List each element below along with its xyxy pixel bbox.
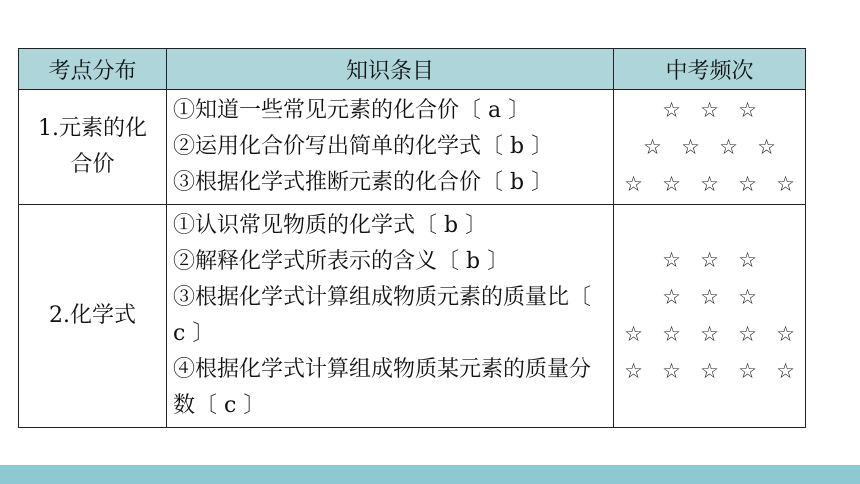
star-icon: ☆ [662, 359, 681, 383]
header-items: 知识条目 [167, 49, 614, 90]
star-icon: ☆ [738, 248, 757, 272]
star-icon: ☆ [776, 171, 795, 196]
star-icon: ☆ [757, 134, 776, 159]
star-icon: ☆ [700, 359, 719, 383]
footer-bar [0, 465, 860, 484]
star-icon: ☆ [776, 359, 795, 383]
list-item: ①知道一些常见元素的化合价〔 a 〕 [173, 98, 531, 123]
star-rating [614, 129, 805, 166]
table-row [19, 205, 806, 428]
star-icon: ☆ [662, 97, 681, 122]
header-frequency: 中考频次 [614, 49, 806, 90]
star-rating [614, 166, 805, 203]
star-icon: ☆ [700, 97, 719, 122]
star-icon: ☆ [738, 359, 757, 383]
list-item: ①认识常见物质的化学式〔 b 〕 [173, 213, 488, 238]
star-icon: ☆ [624, 171, 643, 196]
table-row [19, 90, 806, 205]
topic-cell [19, 205, 167, 428]
frequency-cell [614, 90, 806, 205]
items-cell [167, 90, 614, 205]
star-rating [614, 353, 805, 390]
star-icon: ☆ [738, 171, 757, 196]
frequency-cell [614, 205, 806, 428]
items-cell [167, 205, 614, 428]
star-icon: ☆ [624, 322, 643, 346]
frequency-stars [614, 242, 805, 390]
knowledge-table [18, 48, 806, 428]
star-icon: ☆ [662, 248, 681, 272]
header-topic: 考点分布 [19, 49, 167, 90]
list-item: ④根据化学式计算组成物质某元素的质量分数〔 c 〕 [173, 357, 592, 418]
star-icon: ☆ [662, 322, 681, 346]
star-icon: ☆ [700, 322, 719, 346]
star-icon: ☆ [700, 171, 719, 196]
table-header-row [19, 49, 806, 90]
frequency-stars [614, 92, 805, 203]
star-icon: ☆ [719, 134, 738, 159]
star-rating [614, 279, 805, 316]
star-icon: ☆ [738, 97, 757, 122]
list-item: ②解释化学式所表示的含义〔 b 〕 [173, 249, 510, 274]
topic-label: 2.化学式 [49, 303, 136, 328]
list-item: ③根据化学式计算组成物质元素的质量比〔 c 〕 [173, 285, 592, 346]
star-rating [614, 242, 805, 279]
star-icon: ☆ [681, 134, 700, 159]
star-icon: ☆ [738, 285, 757, 309]
star-icon: ☆ [643, 134, 662, 159]
topic-label: 1.元素的化合价 [38, 116, 147, 177]
list-item: ②运用化合价写出简单的化学式〔 b 〕 [173, 134, 554, 159]
star-icon: ☆ [700, 285, 719, 309]
star-icon: ☆ [624, 359, 643, 383]
topic-cell [19, 90, 167, 205]
star-icon: ☆ [662, 285, 681, 309]
star-rating [614, 316, 805, 353]
star-icon: ☆ [700, 248, 719, 272]
star-icon: ☆ [662, 171, 681, 196]
star-icon: ☆ [776, 322, 795, 346]
list-item: ③根据化学式推断元素的化合价〔 b 〕 [173, 170, 554, 195]
star-rating [614, 92, 805, 129]
star-icon: ☆ [738, 322, 757, 346]
